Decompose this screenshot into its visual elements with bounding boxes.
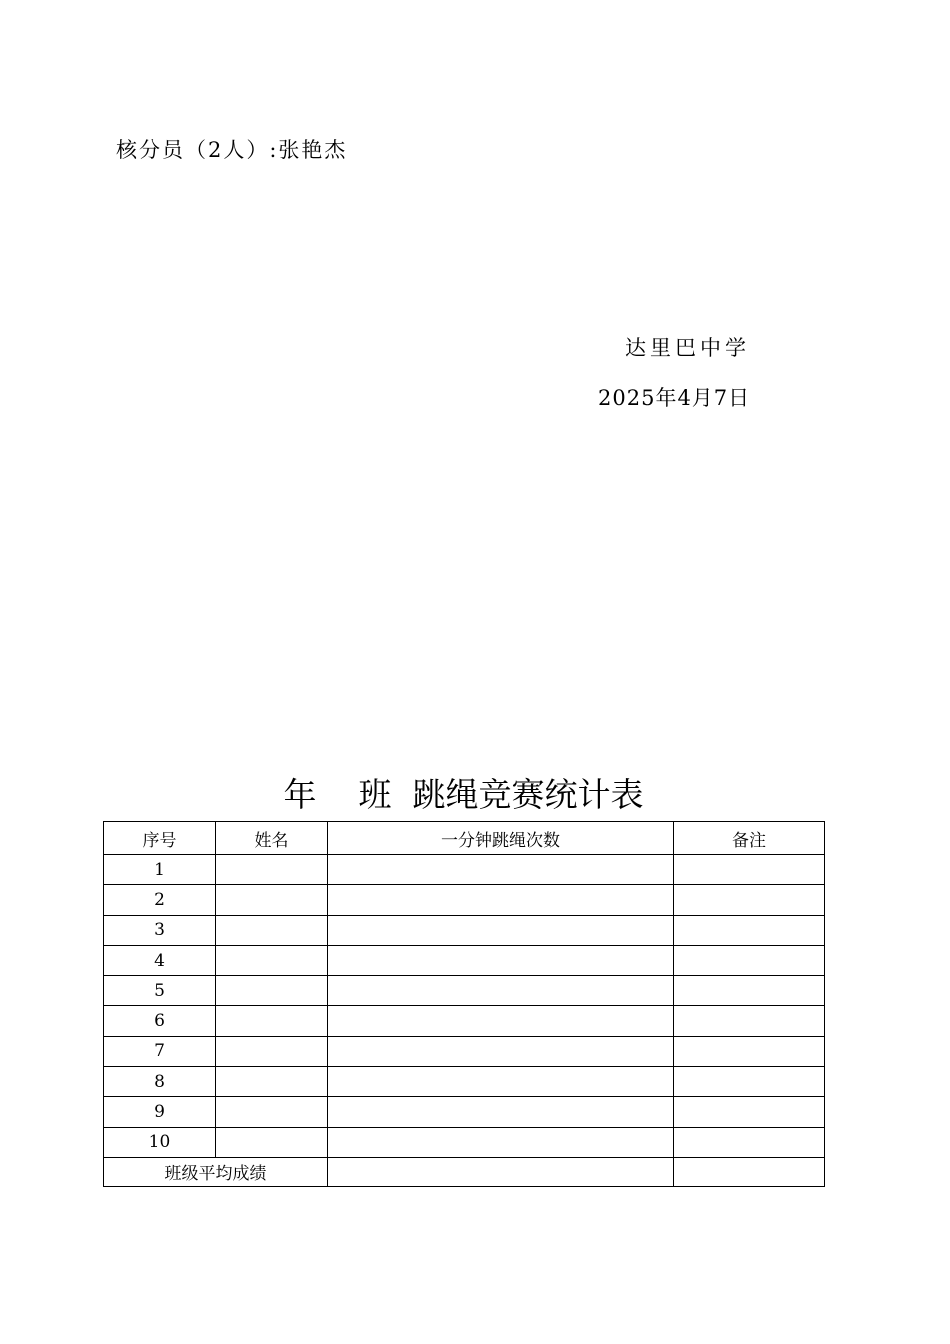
row-note-cell[interactable] — [674, 1036, 825, 1066]
row-name-cell[interactable] — [216, 915, 328, 945]
row-seq: 6 — [104, 1006, 216, 1036]
row-note-cell[interactable] — [674, 1127, 825, 1157]
document-date: 2025年4月7日 — [598, 386, 751, 410]
table-row — [104, 1067, 825, 1097]
row-seq: 7 — [104, 1036, 216, 1066]
row-count-cell[interactable] — [328, 945, 674, 975]
row-count-cell[interactable] — [328, 1127, 674, 1157]
row-count-cell[interactable] — [328, 855, 674, 885]
row-count-cell[interactable] — [328, 1006, 674, 1036]
row-note-cell[interactable] — [674, 1097, 825, 1127]
class-average-label: 班级平均成绩 — [104, 1157, 328, 1186]
row-note-cell[interactable] — [674, 1067, 825, 1097]
table-row — [104, 1006, 825, 1036]
table-row — [104, 1097, 825, 1127]
class-average-count-cell[interactable] — [328, 1157, 674, 1186]
row-seq: 5 — [104, 976, 216, 1006]
row-seq: 2 — [104, 885, 216, 915]
row-note-cell[interactable] — [674, 945, 825, 975]
class-average-note-cell[interactable] — [674, 1157, 825, 1186]
header-count: 一分钟跳绳次数 — [328, 822, 674, 855]
table-row — [104, 1127, 825, 1157]
header-name: 姓名 — [216, 822, 328, 855]
row-count-cell[interactable] — [328, 1067, 674, 1097]
table-row — [104, 915, 825, 945]
row-note-cell[interactable] — [674, 915, 825, 945]
row-name-cell[interactable] — [216, 1036, 328, 1066]
row-name-cell[interactable] — [216, 855, 328, 885]
header-seq: 序号 — [104, 822, 216, 855]
row-seq: 9 — [104, 1097, 216, 1127]
row-seq: 3 — [104, 915, 216, 945]
row-name-cell[interactable] — [216, 945, 328, 975]
row-count-cell[interactable] — [328, 1097, 674, 1127]
row-name-cell[interactable] — [216, 1006, 328, 1036]
table-row — [104, 855, 825, 885]
header-note: 备注 — [674, 822, 825, 855]
row-name-cell[interactable] — [216, 1127, 328, 1157]
row-name-cell[interactable] — [216, 976, 328, 1006]
row-note-cell[interactable] — [674, 855, 825, 885]
row-name-cell[interactable] — [216, 1067, 328, 1097]
table-title: 年 班 跳绳竞赛统计表 — [283, 775, 644, 814]
row-note-cell[interactable] — [674, 976, 825, 1006]
table-row — [104, 1036, 825, 1066]
table-header-row — [104, 822, 825, 855]
row-name-cell[interactable] — [216, 885, 328, 915]
row-count-cell[interactable] — [328, 915, 674, 945]
jump-rope-stats-table — [103, 821, 825, 1187]
row-note-cell[interactable] — [674, 885, 825, 915]
row-seq: 1 — [104, 855, 216, 885]
class-average-row — [104, 1157, 825, 1186]
row-count-cell[interactable] — [328, 885, 674, 915]
row-note-cell[interactable] — [674, 1006, 825, 1036]
scorer-staff-line: 核分员（2人）:张艳杰 — [116, 138, 348, 162]
row-seq: 8 — [104, 1067, 216, 1097]
row-seq: 4 — [104, 945, 216, 975]
row-count-cell[interactable] — [328, 976, 674, 1006]
table-row — [104, 976, 825, 1006]
table-row — [104, 885, 825, 915]
school-name: 达里巴中学 — [625, 336, 750, 360]
row-count-cell[interactable] — [328, 1036, 674, 1066]
row-name-cell[interactable] — [216, 1097, 328, 1127]
table-row — [104, 945, 825, 975]
row-seq: 10 — [104, 1127, 216, 1157]
